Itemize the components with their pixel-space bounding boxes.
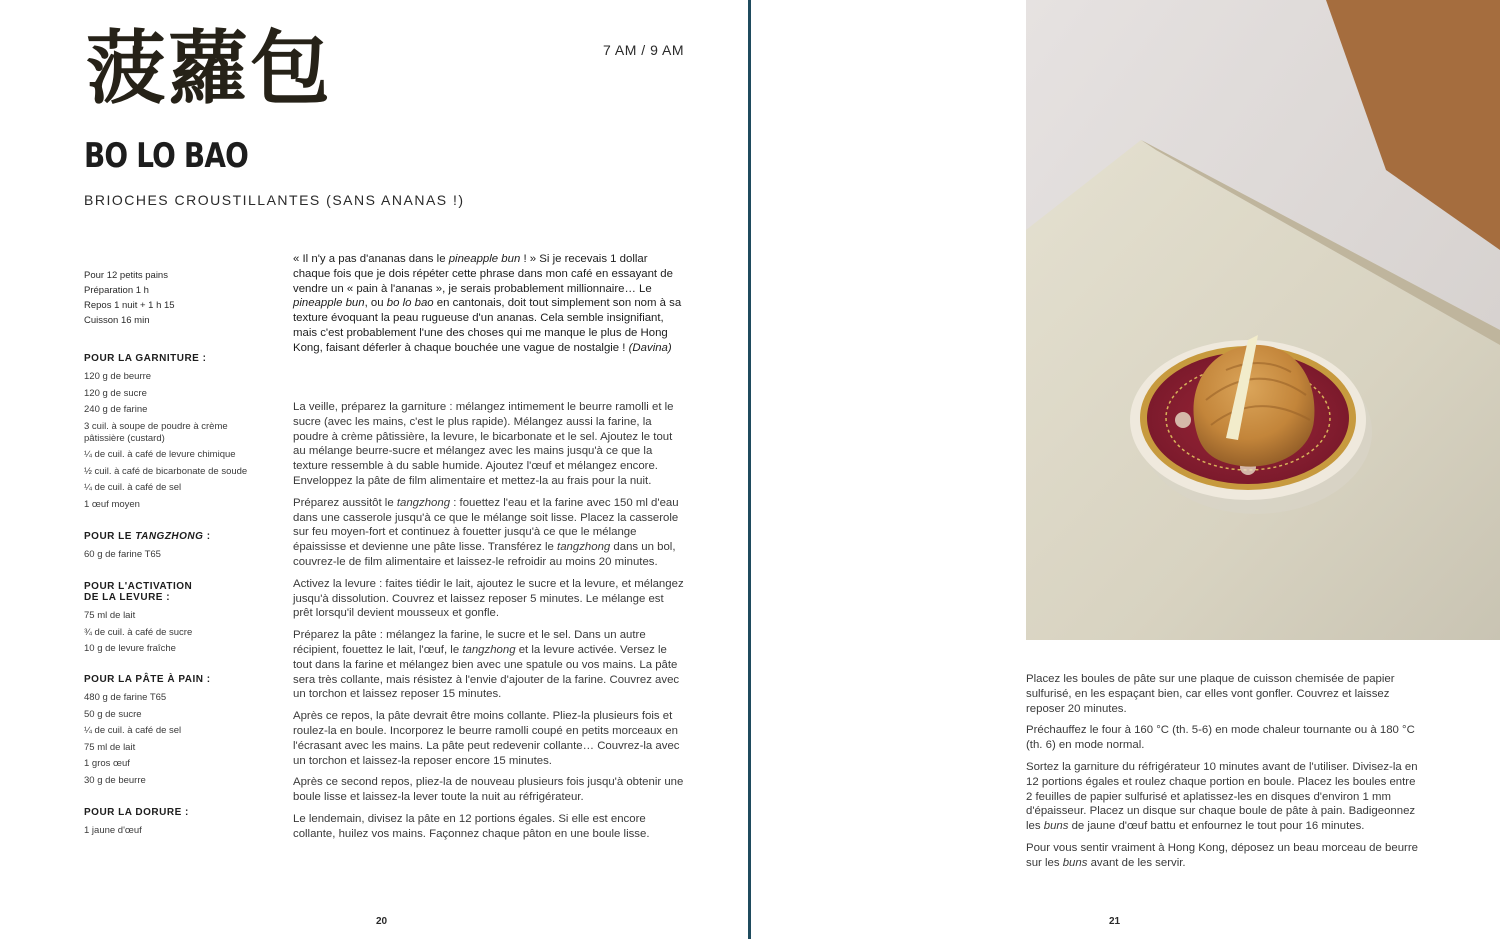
heading-suffix: : — [203, 531, 211, 542]
photo-illustration — [1026, 0, 1500, 640]
ingredients-heading: POUR LA DORURE : — [84, 807, 189, 818]
left-page — [0, 0, 748, 939]
ingredients-dorure — [84, 807, 264, 842]
step-paragraph: Placez les boules de pâte sur une plaque de cuisson chemisée de papier sulfurisé, en les espaçant bien, car elles vont gonfler. Couvrez et laissez reposer 20 minutes. — [1026, 673, 1395, 715]
intro-italic: pineapple bun — [448, 253, 521, 265]
ingredients-heading: POUR LA GARNITURE : — [84, 353, 207, 364]
recipe-subtitle: BRIOCHES CROUSTILLANTES (SANS ANANAS !) — [84, 192, 465, 208]
ingredient-item: 1 jaune d'œuf — [84, 825, 142, 836]
step-paragraph: Le lendemain, divisez la pâte en 12 portions égales. Si elle est encore collante, huilez vos mains. Façonnez chaque pâton en une boule lisse. — [293, 812, 650, 840]
intro-text: « Il n'y a pas d'ananas dans le — [293, 253, 449, 265]
ingredients-garniture — [84, 353, 264, 515]
heading-prefix: POUR LE — [84, 531, 136, 542]
step-italic: tangzhong — [396, 496, 451, 509]
step-paragraph: La veille, préparez la garniture : mélangez intimement le beurre ramolli et le sucre (avec les mains, c'est le plus rapide). Mélangez aussi la farine, la poudre à crème pâtissière, la levure, le bicarbonate et le sel. Ajoutez le tout au mélange beurre-sucre et mélangez avec les mains jusqu'à ce que la texture ressemble à du sable humide. Ajoutez l'œuf et mélangez encore. Enveloppez la pâte de film alimentaire et mettez-la au frais pour la nuit. — [293, 401, 674, 487]
servings: Pour 12 petits pains — [84, 270, 168, 281]
intro-text: ! » Si je recevais 1 dollar chaque fois que je dois répéter cette phrase dans mon café en essayant de vendre un « pain à l'ananas », je serais probablement millionnaire… Le — [293, 253, 673, 295]
ingredient-item: ¼ de cuil. à café de levure chimique — [84, 449, 236, 460]
intro-paragraph — [293, 252, 685, 356]
ingredient-item: 120 g de beurre — [84, 371, 152, 382]
step-paragraph — [293, 628, 685, 702]
page-number-right: 21 — [1109, 916, 1121, 927]
step-paragraph: Préchauffez le four à 160 °C (th. 5-6) en mode chaleur tournante ou à 180 °C (th. 6) en mode normal. — [1026, 724, 1415, 752]
ingredient-item: 60 g de farine T65 — [84, 549, 161, 560]
heading-line-1: POUR L'ACTIVATION — [84, 581, 193, 592]
intro-signature: (Davina) — [628, 341, 672, 354]
step-text: Préparez la pâte : mélangez la farine, le sucre et le sel. Dans un autre récipient, fouettez le lait, l'œuf, le — [293, 629, 646, 656]
cook-time: Cuisson 16 min — [84, 315, 150, 326]
ingredient-item: 1 œuf moyen — [84, 498, 140, 510]
intro-italic: bo lo bao — [386, 297, 434, 310]
pineapple-bun-photo — [1026, 0, 1500, 640]
heading-italic: TANGZHONG — [135, 531, 204, 542]
ingredient-item: ¼ de cuil. à café de sel — [84, 725, 182, 736]
ingredient-item: ¼ de cuil. à café de sel — [84, 482, 182, 493]
rest-time: Repos 1 nuit + 1 h 15 — [84, 300, 175, 311]
ingredient-item: 1 gros œuf — [84, 758, 130, 769]
step-italic: tangzhong — [462, 643, 516, 656]
step-text: dans un bol, couvrez-le de film alimentaire et laissez-le refroidir au moins 20 minutes. — [293, 541, 676, 568]
ingredients-heading — [84, 531, 264, 542]
step-text: Pour vous sentir vraiment à Hong Kong, déposez un beau morceau de beurre sur les — [1026, 841, 1418, 869]
ingredient-item: 120 g de sucre — [84, 387, 147, 399]
chinese-title: 菠蘿包 — [86, 21, 332, 115]
right-page — [751, 0, 1500, 939]
intro-text: en cantonais, doit tout simplement son nom à sa texture évoquant la peau rugueuse d'un ananas. Cela semble insignifiant, mais c'est probablement l'une des choses qui me manque le plus de Hong Kong, faisant déferler à chaque bouchée une vague de nostalgie ! — [293, 297, 682, 354]
ingredient-item: 240 g de farine — [84, 404, 148, 415]
ingredients-activation — [84, 581, 264, 660]
ingredient-item: ¾ de cuil. à café de sucre — [84, 626, 193, 638]
ingredient-item: 75 ml de lait — [84, 741, 136, 753]
step-paragraph — [1026, 760, 1421, 834]
step-paragraph — [293, 496, 685, 570]
page-number-left: 20 — [376, 916, 388, 927]
time-label: 7 AM / 9 AM — [603, 42, 684, 58]
step-text: : fouettez l'eau et la farine avec 150 ml d'eau dans une casserole jusqu'à ce que le mélange soit lisse. Placez la casserole sur feu moyen-fort et continuez à fouetter jusqu'à ce que le mélange épaississe et devienne une pâte lisse. Transférez le — [293, 496, 679, 554]
ingredient-item: 10 g de levure fraîche — [84, 643, 176, 654]
ingredients-tangzhong — [84, 531, 264, 566]
recipe-meta — [84, 268, 175, 328]
heading-line-2: DE LA LEVURE : — [84, 592, 171, 603]
ingredient-item: 480 g de farine T65 — [84, 692, 167, 703]
step-text: et la levure activée. Versez le tout dans la farine et mélangez bien avec une spatule ou vos mains. La pâte sera très collante, mais résistez à l'envie d'ajouter de la farine. Couvrez avec un torchon et laissez reposer 15 minutes. — [293, 643, 680, 701]
step-italic: buns — [1043, 820, 1069, 833]
step-text: avant de les servir. — [1087, 856, 1186, 869]
ingredient-item: 50 g de sucre — [84, 708, 142, 720]
ingredient-item: 75 ml de lait — [84, 610, 136, 621]
recipe-title: BO LO BAO — [84, 136, 248, 176]
step-text: Sortez la garniture du réfrigérateur 10 minutes avant de l'utiliser. Divisez-la en 12 portions égales et roulez chaque portion en boule. Placez les boules entre 2 feuilles de papier sulfurisé et aplatissez-les en disques d'environ 1 mm d'épaisseur. Placez un disque sur chaque boule de pâte à pain. Badigeonnez les — [1026, 760, 1418, 833]
step-italic: tangzhong — [557, 541, 611, 554]
step-paragraph: Activez la levure : faites tiédir le lait, ajoutez le sucre et la levure, et mélangez jusqu'à dissolution. Couvrez et laissez reposer 5 minutes. Le mélange est prêt lorsqu'il devient mousseux et gonfle. — [293, 577, 684, 620]
step-italic: buns — [1062, 856, 1088, 869]
step-paragraph: Après ce repos, la pâte devrait être moins collante. Pliez-la plusieurs fois et roulez-la en boule. Incorporez le beurre ramolli coupé en petits morceaux en l'écrasant avec les mains. La pâte peut redevenir collante… Couvrez-la avec un torchon et laissez-la reposer encore 15 minutes. — [293, 710, 680, 767]
step-paragraph — [1026, 841, 1421, 871]
step-paragraph: Après ce second repos, pliez-la de nouveau plusieurs fois jusqu'à obtenir une boule lisse et laissez-la lever toute la nuit au réfrigérateur. — [293, 776, 684, 804]
intro-text: , ou — [364, 297, 387, 310]
step-text: de jaune d'œuf battu et enfournez le tout pour 16 minutes. — [1068, 820, 1365, 833]
ingredients-heading — [84, 581, 264, 603]
ingredients-pate — [84, 674, 264, 791]
prep-time: Préparation 1 h — [84, 285, 149, 296]
ingredient-item: 30 g de beurre — [84, 774, 146, 786]
recipe-steps-continued — [1026, 672, 1421, 878]
step-text: Préparez aussitôt le — [293, 496, 397, 509]
recipe-steps — [293, 400, 685, 849]
ingredient-item: ½ cuil. à café de bicarbonate de soude — [84, 465, 248, 477]
intro-italic: pineapple bun — [293, 297, 365, 310]
ingredients-heading: POUR LA PÂTE À PAIN : — [84, 674, 211, 685]
ingredient-item: 3 cuil. à soupe de poudre à crème pâtissière (custard) — [84, 420, 228, 444]
plate-motif — [1175, 412, 1191, 428]
